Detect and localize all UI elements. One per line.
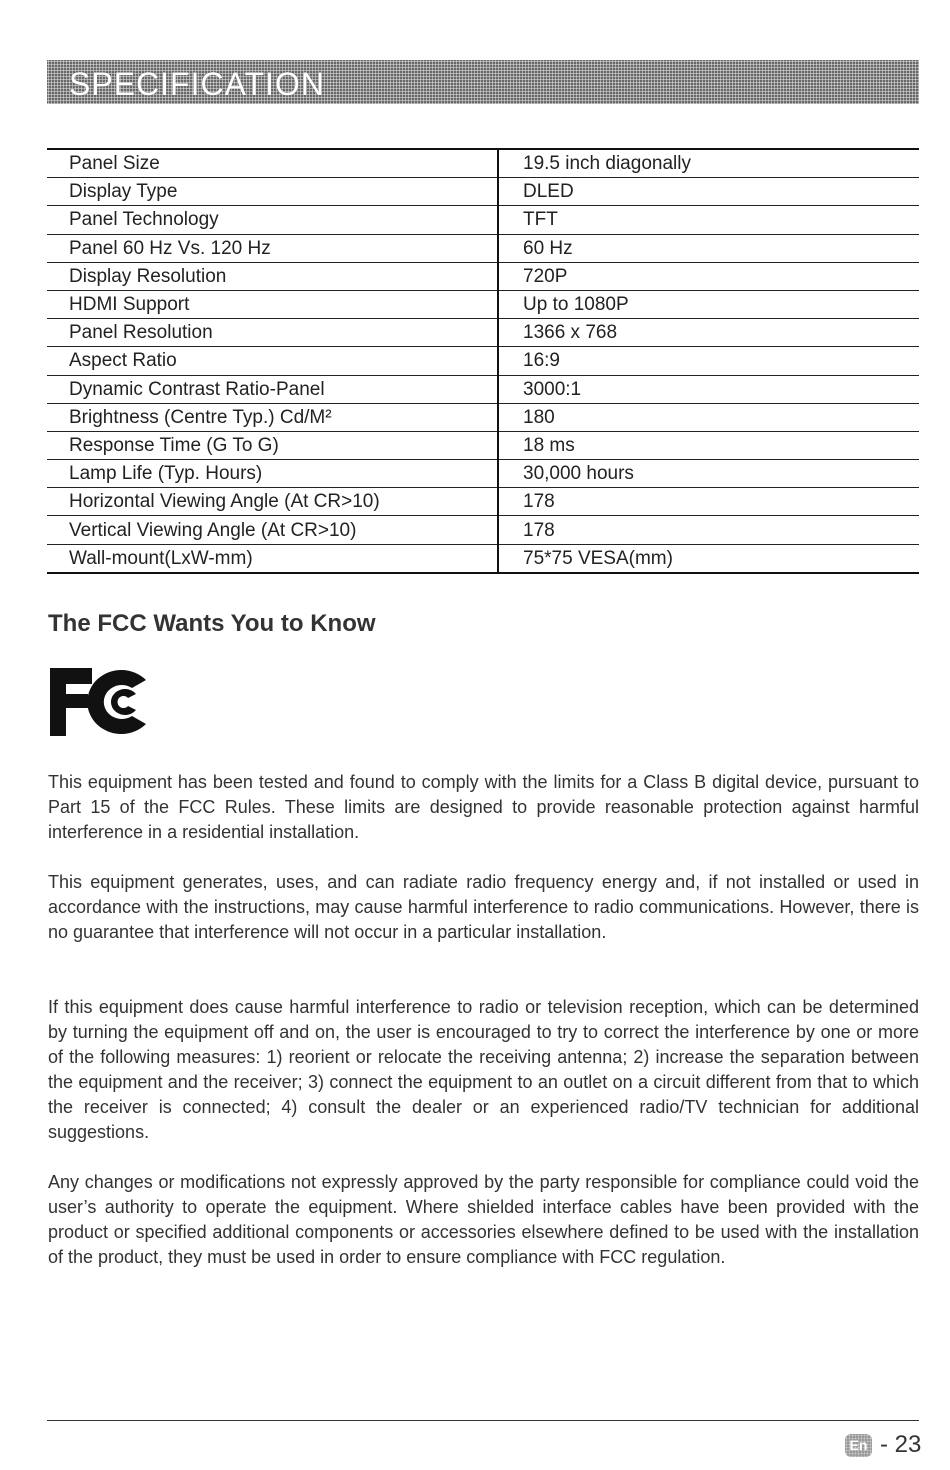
spec-label: Wall-mount(LxW-mm): [69, 547, 253, 569]
spec-value: TFT: [498, 206, 919, 234]
spec-value: 30,000 hours: [498, 460, 919, 488]
spec-value: 3000:1: [498, 375, 919, 403]
fcc-paragraph-1: This equipment has been tested and found to comply with the limits for a Class B digital device, pursuant to Part 15 of the FCC Rules. These limits are designed to provide reasonable protection against harmful interference in a residential installation.: [48, 772, 919, 842]
spec-value: 178: [498, 516, 919, 544]
spec-label: Panel Resolution: [47, 319, 498, 347]
spec-label: Aspect Ratio: [47, 347, 498, 375]
spec-label: Panel Technology: [47, 206, 498, 234]
spec-label: Horizontal Viewing Angle (At CR>10): [47, 488, 498, 516]
spec-row: [47, 488, 919, 516]
spec-row: [47, 262, 919, 290]
spec-row: [47, 375, 919, 403]
spec-label: Response Time (G To G): [47, 431, 498, 459]
spec-row: [47, 431, 919, 459]
spec-value: 1366 x 768: [498, 319, 919, 347]
spec-label: Panel Size: [47, 149, 498, 178]
spec-row: [47, 319, 919, 347]
fcc-paragraph-4: Any changes or modifications not expressly approved by the party responsible for compliance could void the user’s authority to operate the equipment. Where shielded interface cables have been provided with the product or specified additional components or accessories elsewhere defined to be used with the installation of the product, they must be used in order to ensure compliance with FCC regulation.: [48, 1172, 919, 1267]
spec-value: 180: [498, 403, 919, 431]
spec-label: Dynamic Contrast Ratio-Panel: [47, 375, 498, 403]
fcc-logo: [48, 660, 156, 740]
spec-label: Lamp Life (Typ. Hours): [47, 460, 498, 488]
spec-table: [47, 148, 919, 574]
spec-value: 16:9: [498, 347, 919, 375]
spec-value: 60 Hz: [498, 234, 919, 262]
spec-row: [47, 178, 919, 206]
spec-label: Display Resolution: [47, 262, 498, 290]
spec-row: [47, 149, 919, 178]
spec-value: 75*75 VESA(mm): [498, 544, 919, 573]
spec-row: [47, 290, 919, 318]
spec-row: [47, 403, 919, 431]
spec-value: 720P: [498, 262, 919, 290]
spec-value: Up to 1080P: [498, 290, 919, 318]
spec-label: Brightness (Centre Typ.) Cd/M²: [47, 403, 498, 431]
spec-row: [47, 234, 919, 262]
spec-value: 19.5 inch diagonally: [498, 149, 919, 178]
fcc-paragraph-2: This equipment generates, uses, and can radiate radio frequency energy and, if not installed or used in accordance with the instructions, may cause harmful interference to radio communications. However, there is no guarantee that interference will not occur in a particular installation.: [48, 872, 919, 942]
section-banner: [47, 60, 919, 104]
spec-row: [47, 347, 919, 375]
footer-divider: [47, 1420, 919, 1421]
fcc-heading: The FCC Wants You to Know: [48, 610, 376, 637]
fcc-paragraph-3: If this equipment does cause harmful interference to radio or television reception, which can be determined by turning the equipment off and on, the user is encouraged to try to correct the interference by one or more of the following measures: 1) reorient or relocate the receiving antenna; 2) increase the separation between the equipment and the receiver; 3) connect the equipment to an outlet on a circuit different from that to which the receiver is connected; 4) consult the dealer or an experienced radio/TV technician for additional suggestions.: [48, 997, 919, 1142]
spec-row: [47, 516, 919, 544]
spec-value: DLED: [498, 178, 919, 206]
spec-row: [47, 460, 919, 488]
spec-label: HDMI Support: [47, 290, 498, 318]
spec-label: Vertical Viewing Angle (At CR>10): [47, 516, 498, 544]
spec-row: [47, 544, 919, 573]
spec-label: Display Type: [47, 178, 498, 206]
spec-label: Panel 60 Hz Vs. 120 Hz: [47, 234, 498, 262]
spec-value: 178: [498, 488, 919, 516]
spec-table-body: [47, 149, 919, 573]
page-number: - 23: [880, 1431, 922, 1458]
section-title: SPECIFICATION: [69, 66, 325, 102]
language-badge: En: [845, 1434, 872, 1457]
spec-row: [47, 206, 919, 234]
spec-value: 18 ms: [498, 431, 919, 459]
